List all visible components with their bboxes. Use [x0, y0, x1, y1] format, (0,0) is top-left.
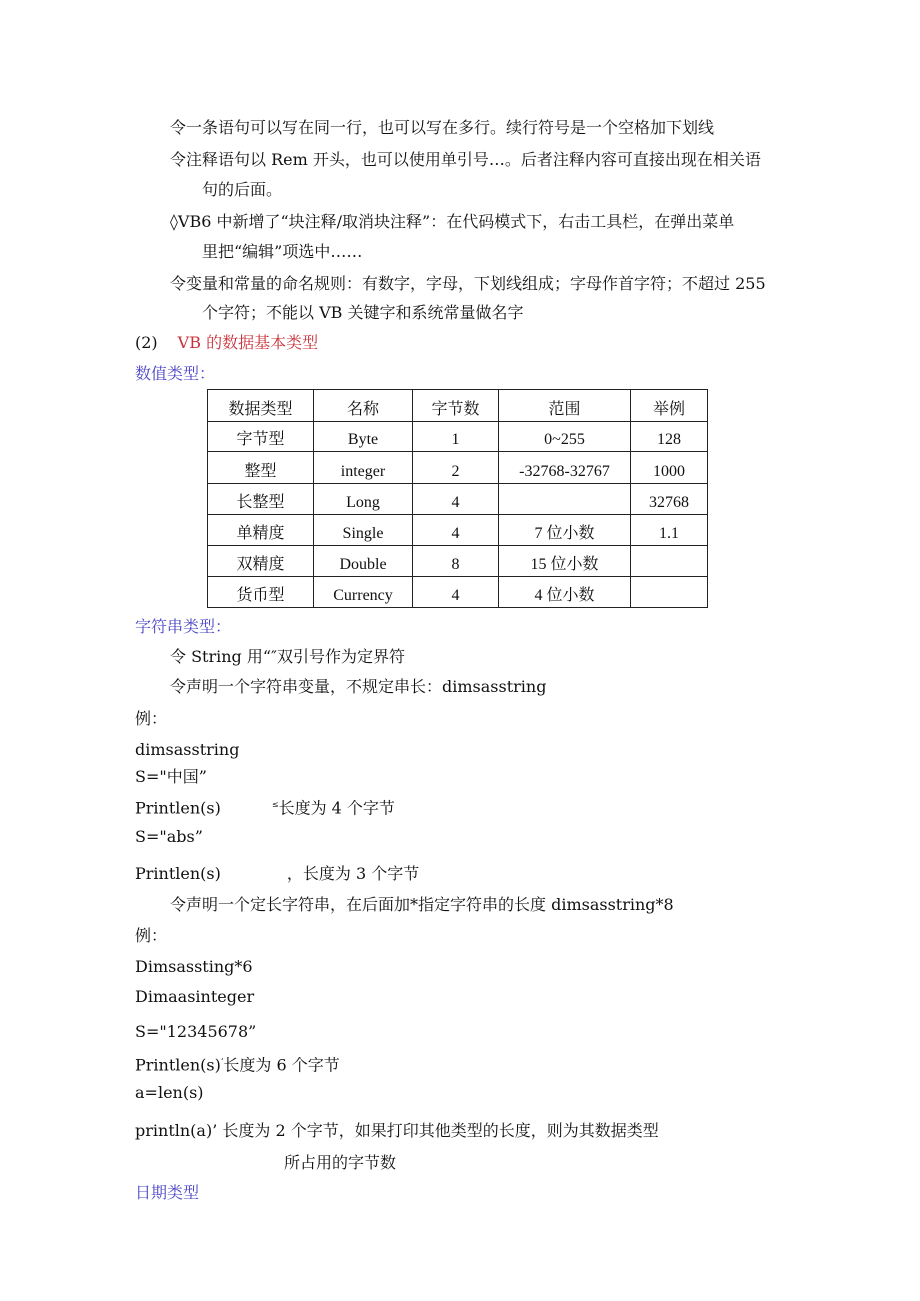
- code-line: S="12345678”: [135, 1022, 257, 1041]
- table-cell: 1000: [631, 452, 708, 484]
- table-header: 字节数: [413, 390, 499, 422]
- table-header: 名称: [314, 390, 413, 422]
- table-cell: 1.1: [631, 515, 708, 546]
- table-header: 数据类型: [208, 390, 314, 422]
- code-line: S="中国”: [135, 767, 207, 786]
- rule-block-comment-cont: 里把“编辑”项选中……: [202, 242, 363, 261]
- table-cell: 7 位小数: [499, 515, 631, 546]
- table-cell: 单精度: [208, 515, 314, 546]
- table-cell: Currency: [314, 577, 413, 608]
- section-heading: [135, 333, 318, 353]
- table-cell: 0~255: [499, 422, 631, 452]
- table-cell: 8: [413, 546, 499, 577]
- date-heading: 日期类型: [135, 1183, 200, 1202]
- string-delimiter-note: 令 String 用“″双引号作为定界符: [170, 647, 406, 666]
- code-comment: 长度为 4 个字节: [278, 798, 395, 818]
- table-cell: -32768-32767: [499, 452, 631, 484]
- table-cell: 4: [413, 484, 499, 515]
- comment-mark: ≤: [271, 800, 279, 809]
- code-line: [135, 864, 419, 884]
- table-cell: 4: [413, 515, 499, 546]
- code-line: dimsasstring: [135, 740, 240, 759]
- string-declare-note: 令声明一个字符串变量，不规定串长：dimsasstring: [170, 677, 547, 696]
- section-title: VB 的数据基本类型: [177, 333, 319, 352]
- code-text: Printlen(s): [135, 864, 221, 883]
- table-cell: 4: [413, 577, 499, 608]
- section-number: (2): [135, 333, 158, 352]
- table-cell: 2: [413, 452, 499, 484]
- table-row: [208, 422, 708, 452]
- rule-naming: 令变量和常量的命名规则：有数字，字母，下划线组成；字母作首字符；不超过 255: [170, 274, 766, 293]
- code-line: println(a)’ 长度为 2 个字节，如果打印其他类型的长度，则为其数据类型: [135, 1121, 659, 1140]
- table-cell: 长整型: [208, 484, 314, 515]
- numeric-heading: 数值类型：: [135, 364, 216, 383]
- table-cell: [499, 484, 631, 515]
- table-cell: 128: [631, 422, 708, 452]
- code-comment: 长度为 6 个字节: [223, 1055, 340, 1075]
- table-cell: [631, 577, 708, 608]
- table-cell: Double: [314, 546, 413, 577]
- code-line: [135, 1052, 340, 1075]
- rule-line-continuation: 令一条语句可以写在同一行，也可以写在多行。续行符号是一个空格加下划线: [170, 118, 715, 137]
- table-row: [208, 452, 708, 484]
- table-cell: 货币型: [208, 577, 314, 608]
- table-cell: 双精度: [208, 546, 314, 577]
- data-type-table: [207, 389, 708, 608]
- table-cell: 4 位小数: [499, 577, 631, 608]
- table-row: [208, 546, 708, 577]
- rule-comments-cont: 句的后面。: [202, 180, 283, 199]
- code-line: [135, 795, 395, 818]
- table-row: [208, 515, 708, 546]
- table-cell: 1: [413, 422, 499, 452]
- table-cell: Single: [314, 515, 413, 546]
- example-label: 例：: [135, 709, 168, 728]
- table-cell: 15 位小数: [499, 546, 631, 577]
- code-line: Dimaasinteger: [135, 987, 255, 1006]
- table-header: 举例: [631, 390, 708, 422]
- table-cell: Long: [314, 484, 413, 515]
- table-header-row: [208, 390, 708, 422]
- fixed-string-note: 令声明一个定长字符串，在后面加*指定字符串的长度 dimsasstring*8: [170, 895, 674, 914]
- table-cell: 整型: [208, 452, 314, 484]
- code-line: Dimsassting*6: [135, 957, 253, 976]
- table-cell: 32768: [631, 484, 708, 515]
- comment-mark: ‘: [220, 1057, 224, 1066]
- rule-naming-cont: 个字符；不能以 VB 关键字和系统常量做名字: [202, 303, 524, 322]
- code-text: Printlen(s): [135, 798, 221, 818]
- code-line: S="abs”: [135, 827, 203, 846]
- table-cell: integer: [314, 452, 413, 484]
- table-row: [208, 484, 708, 515]
- rule-block-comment: ◊VB6 中新增了“块注释/取消块注释”：在代码模式下，右击工具栏，在弹出菜单: [170, 212, 735, 231]
- table-row: [208, 577, 708, 608]
- code-line-cont: 所占用的字节数: [284, 1153, 397, 1172]
- table-header: 范围: [499, 390, 631, 422]
- table-cell: 字节型: [208, 422, 314, 452]
- table-cell: Byte: [314, 422, 413, 452]
- code-text: Printlen(s): [135, 1055, 221, 1075]
- code-comment: ，长度为 3 个字节: [286, 864, 420, 883]
- code-line: a=len(s): [135, 1083, 204, 1102]
- example-label: 例：: [135, 926, 168, 945]
- string-heading: 字符串类型：: [135, 617, 232, 636]
- table-cell: [631, 546, 708, 577]
- rule-comments: 令注释语句以 Rem 开头，也可以使用单引号…。后者注释内容可直接出现在相关语: [170, 150, 761, 169]
